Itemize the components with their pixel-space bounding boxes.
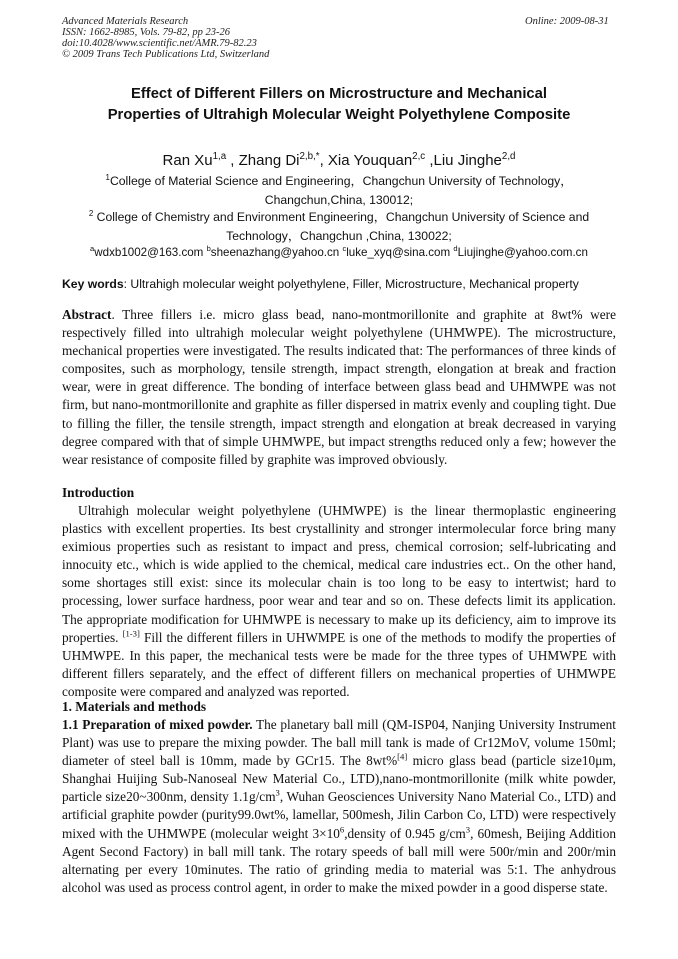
affiliation-2-number: 2 (88, 208, 94, 218)
author-1-affil: 1,a (212, 151, 227, 162)
keywords (62, 277, 616, 292)
journal-name: Advanced Materials Research (62, 16, 189, 27)
citation-4[interactable]: [4] (397, 751, 408, 762)
keywords-label: Key words (62, 277, 124, 291)
superscript-3-a: 3 (275, 787, 280, 798)
citation-1-3[interactable]: [1-3] (122, 628, 140, 639)
section-1-1-heading: 1.1 Preparation of mixed powder. (62, 717, 253, 732)
author-3-affil: 2,c (412, 151, 426, 162)
affiliation-1-line-2: Changchun,China, 130012; (264, 193, 414, 207)
email-d-marker: d (453, 244, 458, 254)
section-1-heading: 1. Materials and methods (62, 699, 207, 714)
affiliation-1-number: 1 (105, 172, 110, 182)
prep-text-3: , Wuhan Geosciences University Nano Material Co., LTD) and artificial graphite powder (purity99.0wt%, lamellar, 500mesh, Jilin Carbon Co, LTD) were respectively mixed with the UHMWPE (molecular weight 3×10 (62, 789, 616, 841)
title-line-1: Effect of Different Fillers on Microstructure and Mechanical (130, 86, 548, 102)
paper-title (62, 84, 616, 126)
abstract-label: Abstract (62, 307, 112, 322)
author-list (62, 152, 616, 170)
affiliation-1 (62, 172, 616, 210)
superscript-6: 6 (339, 824, 345, 835)
email-d[interactable]: Liujinghe@yahoo.com.cn (457, 246, 588, 259)
author-4: ,Liu Jinghe (425, 152, 502, 169)
email-b[interactable]: sheenazhang@yahoo.cn (210, 246, 343, 259)
affiliation-1-line-1: College of Material Science and Engineering，Changchun University of Technology， (109, 174, 573, 188)
prep-text-2: micro glass bead (particle size10μm, Shanghai Huijing Sub-Nanoseal New Material Co., LTD),nano-montmorillonite (milk white powder, particle size20~300nm, density 1.1g/cm (62, 753, 616, 805)
affiliation-2 (62, 208, 616, 246)
email-a[interactable]: wdxb1002@163.com (94, 246, 207, 259)
author-1: Ran Xu (162, 152, 213, 169)
abstract-text: . Three fillers i.e. micro glass bead, nano-montmorillonite and graphite at 8wt% were respectively filled into ultrahigh molecular weight polyethylene (UHMWPE). The microstructure, mechanical properties were investigated. The results indicated that: The performances of three kinds of composites, such as morphology, tensile strength, impact strength, elongation at break and fraction wear, were in great difference. The bonding of interface between glass bead and UHMWPE was not firm, but nano-montmorillonite and graphite as filler dispersed in matrix evenly and coupling tight. Due to filling the filler, the tensile strength, impact strength and elongation at break decreased in varying degree compared with that of simple UHMWPE, but impact strengths reduced only a few; however the wear resistance of composite filled by graphite was improved obviously. (62, 307, 616, 467)
prep-text-4: ,density of 0.945 g/cm (344, 825, 466, 841)
affiliation-2-line-2: Technology，Changchun ,China, 130022; (226, 229, 452, 243)
doi-line: doi:10.4028/www.scientific.net/AMR.79-82.23 (62, 38, 257, 49)
affiliation-2-line-1: College of Chemistry and Environment Engineering，Changchun University of Science and (93, 210, 590, 224)
author-2-affil: 2,b,* (299, 151, 320, 162)
email-a-marker: a (90, 244, 95, 254)
superscript-3-b: 3 (465, 824, 471, 835)
email-list (62, 245, 616, 260)
keywords-text: : Ultrahigh molecular weight polyethylene, Filler, Microstructure, Mechanical property (123, 277, 579, 291)
prep-text-1: The planetary ball mill (QM-ISP04, Nanjing University Instrument Plant) was use to prepare the mixing powder. The ball mill tank is made of Cr12MoV, volume 150ml; diameter of steel ball is 10mm, made by GCr15. The 8wt% (62, 717, 616, 769)
author-3: , Xia Youquan (319, 152, 413, 169)
abstract (62, 306, 616, 469)
introduction-heading: Introduction (62, 485, 135, 500)
email-b-marker: b (206, 244, 211, 254)
author-2: , Zhang Di (226, 152, 300, 169)
email-c-marker: c (342, 244, 347, 254)
issn-line: ISSN: 1662-8985, Vols. 79-82, pp 23-26 (62, 27, 230, 38)
journal-info (62, 16, 269, 60)
section-1-1-paragraph (62, 716, 616, 897)
introduction-paragraph (62, 502, 616, 701)
prep-text-5: , 60mesh, Beijing Addition Agent Second Factory) in ball mill tank. The rotary speeds of ball mill were 500r/min and 200r/min alternating per every 10minutes. The ratio of grinding media to material was 5:1. The anhydrous alcohol was used as process control agent, in order to make the mixed powder in a good disperse state. (62, 825, 616, 895)
introduction-text-1: Ultrahigh molecular weight polyethylene (UHMWPE) is the linear thermoplastic engineering plastics with excellent properties. Its best crystallinity and stronger intermolecular force bring many eximious properties such as resistant to impact and press, chemical corrosion; self-lubricating and innocuity etc., which is wide applied to the chemical, medical care industries ect.. On the other hand, some shortages still exist: since its molecular chain is too long to be easy to intertwist; hard to processing, lower surface hardness, poor wear and tear and so on. These defects limit its application. The appropriate modification for UHMWPE is necessary to make up its deficiency, aim to improve its properties. (62, 503, 616, 645)
introduction-text-2: Fill the different fillers in UHWMPE is one of the methods to modify the properties of UHMWPE. In this paper, the mechanical tests were be made for the three types of UHMWPE with different fillers separately, and the effect of different fillers on mechanical properties of UHMWPE composite were compared and analyzed was reported. (62, 629, 616, 699)
email-c[interactable]: luke_xyq@sina.com (346, 246, 454, 259)
copyright-line: © 2009 Trans Tech Publications Ltd, Switzerland (62, 49, 270, 60)
author-4-affil: 2,d (501, 151, 516, 162)
title-line-2: Properties of Ultrahigh Molecular Weight Polyethylene Composite (107, 107, 571, 123)
online-date: Online: 2009-08-31 (525, 16, 609, 27)
